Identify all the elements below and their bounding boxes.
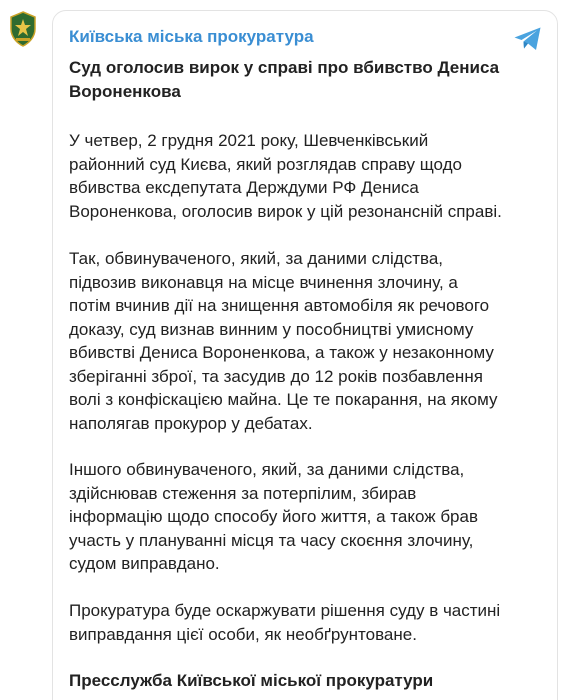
post-title (69, 56, 547, 103)
paragraph-line: зберіганні зброї, та засудив до 12 років позбавлення (69, 366, 483, 386)
paragraph-line: вбивстві Дениса Вороненкова, а також у незаконному (69, 343, 494, 362)
paragraph-line: Іншого обвинуваченого, який, за даними слідства, (69, 460, 465, 479)
paragraph-line: здійснював стеження за потерпілим, збирав (69, 483, 417, 503)
paragraph-line: Прокуратура буде оскаржувати рішення суду в частині (69, 601, 501, 620)
paragraph-line: участь у плануванні місця та часу скоєння злочину, (69, 530, 474, 550)
paragraph-line: наполягав прокурор у дебатах. (69, 413, 313, 433)
post-paragraph-1 (69, 129, 547, 223)
paragraph-line: доказу, суд визнав винним у пособництві умисному (69, 319, 474, 339)
signature-line: Пресслужба Київської міської прокуратури (69, 671, 434, 690)
prosecutor-emblem-icon[interactable] (4, 10, 42, 48)
post-paragraph-3 (69, 458, 547, 576)
post-title-line: Вороненкова (69, 81, 181, 101)
paragraph-line: судом виправдано. (69, 554, 220, 573)
post-signature (69, 669, 547, 693)
paragraph-line: виправдання цієї особи, як необґрунтоване. (69, 624, 417, 644)
paragraph-line: Так, обвинуваченого, який, за даними слідства, (69, 249, 444, 268)
paragraph-line: У четвер, 2 грудня 2021 року, Шевченківський (69, 131, 429, 150)
telegram-share-icon[interactable] (513, 26, 543, 52)
paragraph-line: потім вчинив дії на знищення автомобіля як речового (69, 296, 490, 315)
paragraph-line: Вороненкова, оголосив вирок у цій резонансній справі. (69, 201, 502, 221)
paragraph-line: вбивства ексдепутата Держдуми РФ Дениса (69, 178, 419, 197)
paragraph-line: інформацію щодо способу його життя, а також брав (69, 507, 478, 526)
paragraph-line: підвозив виконавця на місце вчинення злочину, а (69, 272, 458, 292)
post-paragraph-4 (69, 599, 547, 646)
paragraph-line: районний суд Києва, який розглядав справу щодо (69, 154, 462, 174)
channel-name[interactable]: Київська міська прокуратура (69, 27, 314, 46)
post-title-line: Суд оголосив вирок у справі про вбивство Дениса (69, 58, 500, 77)
post-paragraph-2 (69, 247, 547, 435)
paragraph-line: волі з конфіскацією майна. Це те покарання, на якому (69, 390, 498, 409)
